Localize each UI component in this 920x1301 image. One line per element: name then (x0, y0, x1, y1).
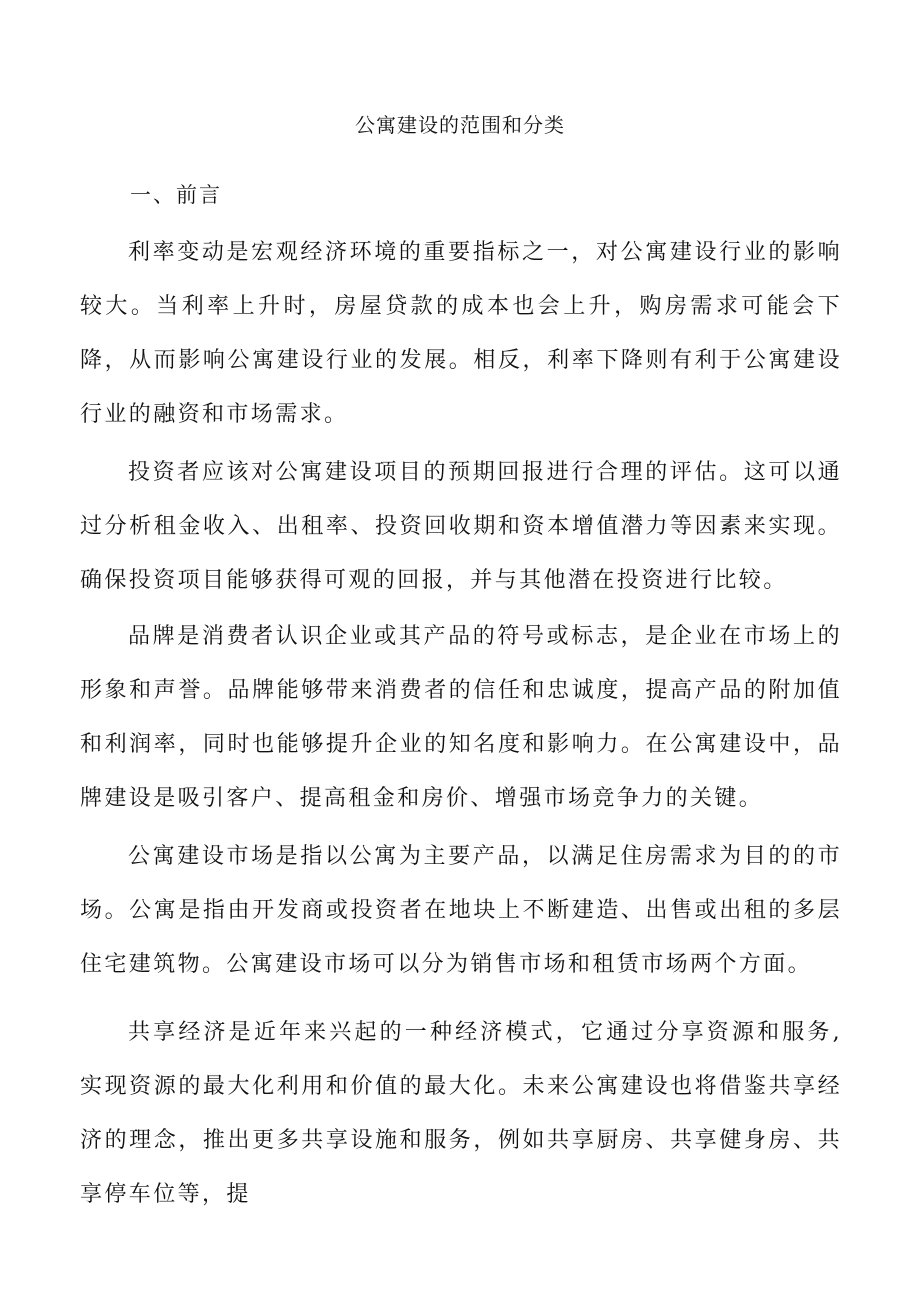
paragraph-apartment-market: 公寓建设市场是指以公寓为主要产品，以满足住房需求为目的的市场。公寓是指由开发商或投资者在地块上不断建造、出售或出租的多层住宅建筑物。公寓建设市场可以分为销售市场和租赁市场两个方面。 (80, 844, 842, 977)
document-title: 公寓建设的范围和分类 (355, 113, 565, 137)
paragraph-sharing-economy: 共享经济是近年来兴起的一种经济模式，它通过分享资源和服务,实现资源的最大化利用和价值的最大化。未来公寓建设也将借鉴共享经济的理念，推出更多共享设施和服务，例如共享厨房、共享健身房、共享停车位等，提 (80, 1020, 842, 1207)
paragraph-brand: 品牌是消费者认识企业或其产品的符号或标志，是企业在市场上的形象和声誉。品牌能够带来消费者的信任和忠诚度，提高产品的附加值和利润率，同时也能够提升企业的知名度和影响力。在公寓建设中，品牌建设是吸引客户、提高租金和房价、增强市场竞争力的关键。 (80, 624, 842, 811)
section-heading: 一、前言 (130, 183, 222, 207)
paragraph-investment-return: 投资者应该对公寓建设项目的预期回报进行合理的评估。这可以通过分析租金收入、出租率、投资回收期和资本增值潜力等因素来实现。确保投资项目能够获得可观的回报，并与其他潜在投资进行比较。 (80, 460, 842, 593)
paragraph-interest-rate: 利率变动是宏观经济环境的重要指标之一，对公寓建设行业的影响较大。当利率上升时，房屋贷款的成本也会上升，购房需求可能会下降，从而影响公寓建设行业的发展。相反，利率下降则有利于公寓建设行业的融资和市场需求。 (80, 240, 842, 427)
